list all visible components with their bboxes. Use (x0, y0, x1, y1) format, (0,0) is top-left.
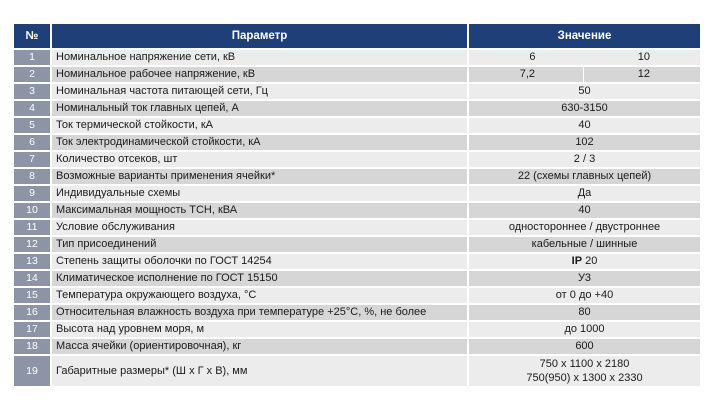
row-num: 19 (14, 354, 52, 386)
row-num: 8 (14, 167, 52, 184)
row-param: Возможные варианты применения ячейки* (52, 167, 469, 184)
row-param: Высота над уровнем моря, м (52, 320, 469, 337)
row-num: 13 (14, 252, 52, 269)
row-num: 9 (14, 184, 52, 201)
table-row (14, 354, 700, 386)
row-param: Условие обслуживания (52, 218, 469, 235)
row-num: 10 (14, 201, 52, 218)
table-row (14, 337, 700, 354)
row-value: 102 (469, 133, 700, 150)
table-row (14, 167, 700, 184)
row-num: 3 (14, 82, 52, 99)
row-param: Климатическое исполнение по ГОСТ 15150 (52, 269, 469, 286)
table-row (14, 286, 700, 303)
row-param: Степень защиты оболочки по ГОСТ 14254 (52, 252, 469, 269)
row-num: 4 (14, 99, 52, 116)
row-num: 17 (14, 320, 52, 337)
row-value: 40 (469, 201, 700, 218)
table-row (14, 320, 700, 337)
row-value: 2 / 3 (469, 150, 700, 167)
row-num: 15 (14, 286, 52, 303)
row-num: 6 (14, 133, 52, 150)
table-row (14, 201, 700, 218)
value-6kv: 6 (529, 51, 536, 63)
row-value: Да (469, 184, 700, 201)
table-row (14, 303, 700, 320)
row-value: 40 (469, 116, 700, 133)
row-value: 630-3150 (469, 99, 700, 116)
table-row (14, 235, 700, 252)
row-num: 16 (14, 303, 52, 320)
table-row (14, 150, 700, 167)
value-7-2kv: 7,2 (519, 68, 535, 80)
row-num: 11 (14, 218, 52, 235)
row-value: от 0 до +40 (469, 286, 700, 303)
row-param: Количество отсеков, шт (52, 150, 469, 167)
table-row (14, 82, 700, 99)
table-row (14, 99, 700, 116)
row-value: до 1000 (469, 320, 700, 337)
header-param: Параметр (52, 24, 469, 48)
row-param: Ток электродинамической стойкости, кА (52, 133, 469, 150)
row-num: 18 (14, 337, 52, 354)
table-row (14, 252, 700, 269)
row-value: кабельные / шинные (469, 235, 700, 252)
row-num: 7 (14, 150, 52, 167)
row-param: Номинальный ток главных цепей, А (52, 99, 469, 116)
table-row (14, 218, 700, 235)
row-param: Относительная влажность воздуха при температуре +25°С, %, не более (52, 303, 469, 320)
ip-prefix: IP (571, 255, 583, 267)
spec-table (14, 24, 700, 386)
value-12kv: 12 (637, 68, 650, 80)
table-row (14, 116, 700, 133)
row-param: Ток термической стойкости, кА (52, 116, 469, 133)
table-row (14, 65, 700, 82)
row-param: Номинальная частота питающей сети, Гц (52, 82, 469, 99)
row-param: Индивидуальные схемы (52, 184, 469, 201)
spec-table-container (14, 24, 700, 386)
row-param: Габаритные размеры* (Ш х Г х В), мм (52, 354, 469, 386)
row-value (469, 65, 700, 82)
row-param: Номинальное рабочее напряжение, кВ (52, 65, 469, 82)
row-num: 1 (14, 48, 52, 65)
table-row (14, 184, 700, 201)
row-value: 22 (схемы главных цепей) (469, 167, 700, 184)
row-value (469, 354, 700, 386)
row-value: 50 (469, 82, 700, 99)
row-num: 12 (14, 235, 52, 252)
row-num: 14 (14, 269, 52, 286)
row-value: 600 (469, 337, 700, 354)
row-num: 2 (14, 65, 52, 82)
header-value: Значение (469, 24, 700, 48)
dimensions-line-2: 750(950) х 1300 х 2330 (526, 372, 643, 384)
row-value: У3 (469, 269, 700, 286)
row-num: 5 (14, 116, 52, 133)
header-num: № (14, 24, 52, 48)
row-value (469, 48, 700, 65)
value-10kv: 10 (637, 51, 650, 63)
dimensions-line-1: 750 х 1100 х 2180 (539, 358, 630, 370)
table-row (14, 48, 700, 65)
row-value: 80 (469, 303, 700, 320)
row-value: одностороннее / двустроннее (469, 218, 700, 235)
table-header-row (14, 24, 700, 48)
row-param: Тип присоединений (52, 235, 469, 252)
table-row (14, 133, 700, 150)
table-row (14, 269, 700, 286)
row-param: Температура окружающего воздуха, °С (52, 286, 469, 303)
row-value (469, 252, 700, 269)
row-param: Масса ячейки (ориентировочная), кг (52, 337, 469, 354)
row-param: Максимальная мощность ТСН, кВА (52, 201, 469, 218)
ip-rating: 20 (585, 255, 598, 267)
row-param: Номинальное напряжение сети, кВ (52, 48, 469, 65)
